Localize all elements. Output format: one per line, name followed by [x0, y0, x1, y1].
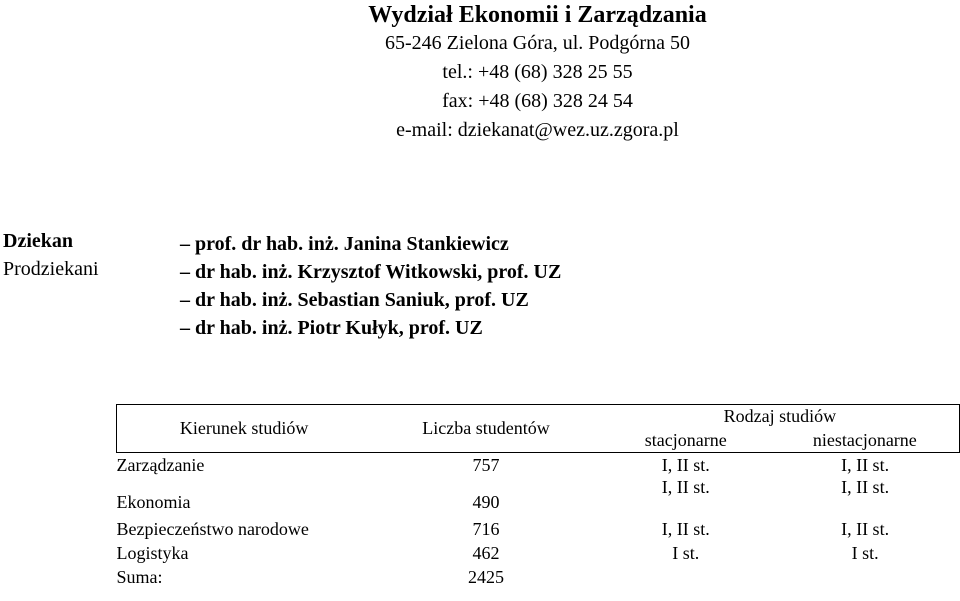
vice-dean-name: – dr hab. inż. Piotr Kułyk, prof. UZ	[180, 317, 483, 339]
row-fulltime: I st.	[672, 543, 700, 563]
staff-names	[180, 230, 561, 342]
total-label: Suma:	[116, 567, 163, 587]
dean-label: Dziekan	[3, 230, 73, 252]
row-field: Bezpieczeństwo narodowe	[116, 519, 309, 539]
vice-dean-name: – dr hab. inż. Krzysztof Witkowski, prof. UZ	[180, 261, 562, 283]
row-field: Logistyka	[116, 543, 189, 563]
row-students: 757	[472, 455, 500, 475]
header-fulltime: stacjonarne	[644, 429, 727, 450]
total-row	[117, 565, 960, 589]
faculty-email: e-mail: dziekanat@wez.uz.zgora.pl	[396, 119, 679, 141]
row-students: 490	[472, 492, 500, 512]
vice-deans-label: Prodziekani	[3, 258, 99, 280]
row-fulltime: I, II st.	[661, 519, 710, 539]
row-students: 716	[472, 519, 500, 539]
faculty-fax: fax: +48 (68) 328 24 54	[442, 90, 633, 112]
row-parttime: I st.	[851, 543, 879, 563]
row-parttime: I, II st.	[841, 519, 890, 539]
faculty-header	[0, 0, 960, 145]
students-table	[116, 404, 960, 589]
row-field: Ekonomia	[116, 492, 191, 512]
table-row	[117, 477, 960, 517]
faculty-phone: tel.: +48 (68) 328 25 55	[442, 61, 633, 83]
table-row	[117, 517, 960, 541]
header-students: Liczba studentów	[371, 405, 601, 453]
header-field: Kierunek studiów	[117, 405, 372, 453]
header-parttime: niestacjonarne	[771, 429, 960, 453]
faculty-address: 65-246 Zielona Góra, ul. Podgórna 50	[385, 32, 690, 54]
faculty-title: Wydział Ekonomii i Zarządzania	[368, 2, 707, 28]
row-fulltime: I, II st.	[661, 455, 710, 475]
table-row	[117, 453, 960, 478]
total-value: 2425	[468, 567, 505, 587]
row-students: 462	[472, 543, 500, 563]
vice-dean-name: – dr hab. inż. Sebastian Saniuk, prof. UZ	[180, 289, 529, 311]
row-parttime: I, II st.	[841, 477, 890, 497]
dean-name: – prof. dr hab. inż. Janina Stankiewicz	[180, 233, 509, 255]
table-row	[117, 541, 960, 565]
row-parttime: I, II st.	[841, 455, 890, 475]
row-fulltime: I, II st.	[661, 477, 710, 497]
header-study-type: Rodzaj studiów	[601, 405, 960, 429]
row-field: Zarządzanie	[116, 455, 205, 475]
